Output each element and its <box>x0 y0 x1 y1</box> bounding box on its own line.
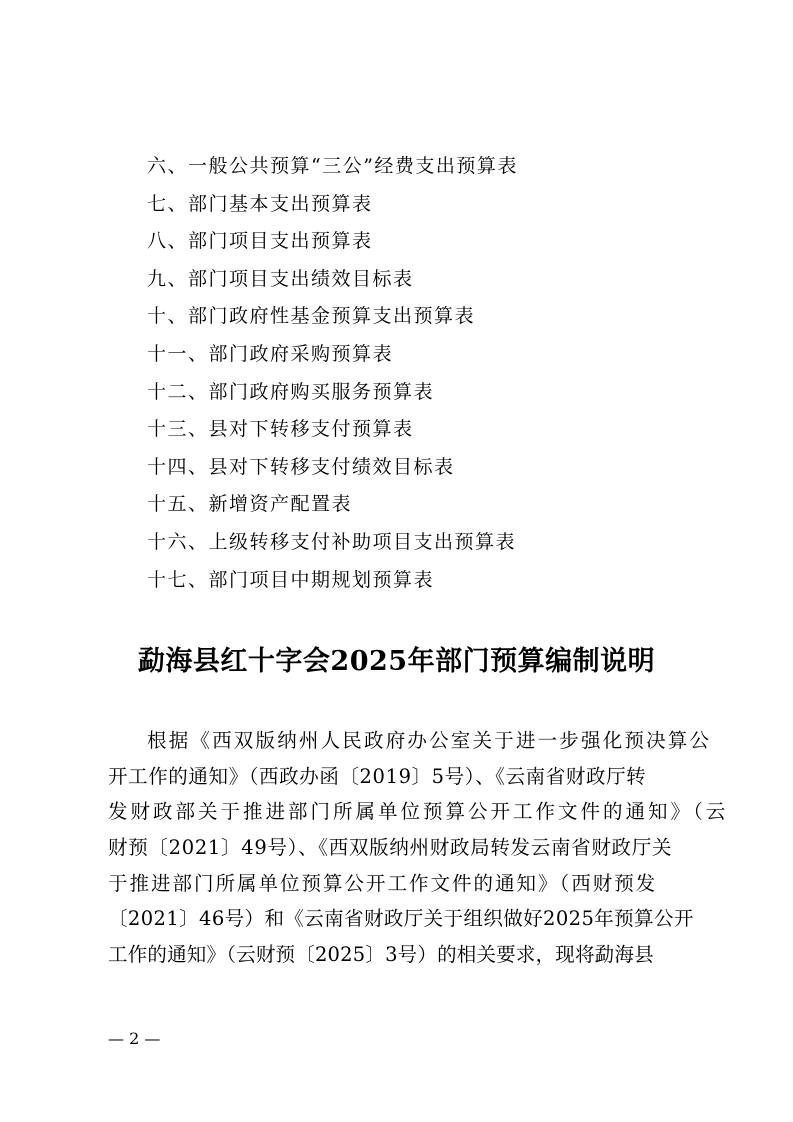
toc-item: 十、部门政府性基金预算支出预算表 <box>147 305 476 328</box>
toc-item: 十七、部门项目中期规划预算表 <box>147 568 435 591</box>
document-title: 勐海县红十字会2025年部门预算编制说明 <box>137 646 656 677</box>
toc-item: 十三、县对下转移支付预算表 <box>147 418 414 441</box>
body-line: 发财政部关于推进部门所属单位预算公开工作文件的通知》（云 <box>108 800 729 824</box>
toc-item: 十五、新增资产配置表 <box>147 493 353 516</box>
body-line: 根据《西双版纳州人民政府办公室关于进一步强化预决算公 <box>147 729 712 752</box>
body-paragraph <box>108 728 728 978</box>
toc-item: 十一、部门政府采购预算表 <box>147 342 394 365</box>
body-line: 〔2021〕46号）和《云南省财政厅关于组织做好2025年预算公开 <box>108 907 694 931</box>
toc-item: 六、一般公共预算“三公”经费支出预算表 <box>147 155 518 177</box>
toc-item: 九、部门项目支出绩效目标表 <box>147 267 414 290</box>
toc-item: 十二、部门政府购买服务预算表 <box>147 380 435 403</box>
page-number: — 2 — <box>108 1029 161 1048</box>
toc-item: 十六、上级转移支付补助项目支出预算表 <box>147 530 517 553</box>
table-of-contents <box>147 153 518 604</box>
body-line: 于推进部门所属单位预算公开工作文件的通知》（西财预发 <box>108 871 658 895</box>
body-line: 工作的通知》（云财预〔2025〕3号）的相关要求，现将勐海县 <box>108 943 654 967</box>
body-line: 开工作的通知》（西政办函〔2019〕5号）、《云南省财政厅转 <box>108 764 647 788</box>
body-line: 财预〔2021〕49号）、《西双版纳州财政局转发云南省财政厅关 <box>108 836 673 860</box>
toc-item: 十四、县对下转移支付绩效目标表 <box>147 455 455 478</box>
toc-item: 七、部门基本支出预算表 <box>147 192 373 215</box>
toc-item: 八、部门项目支出预算表 <box>147 230 373 253</box>
